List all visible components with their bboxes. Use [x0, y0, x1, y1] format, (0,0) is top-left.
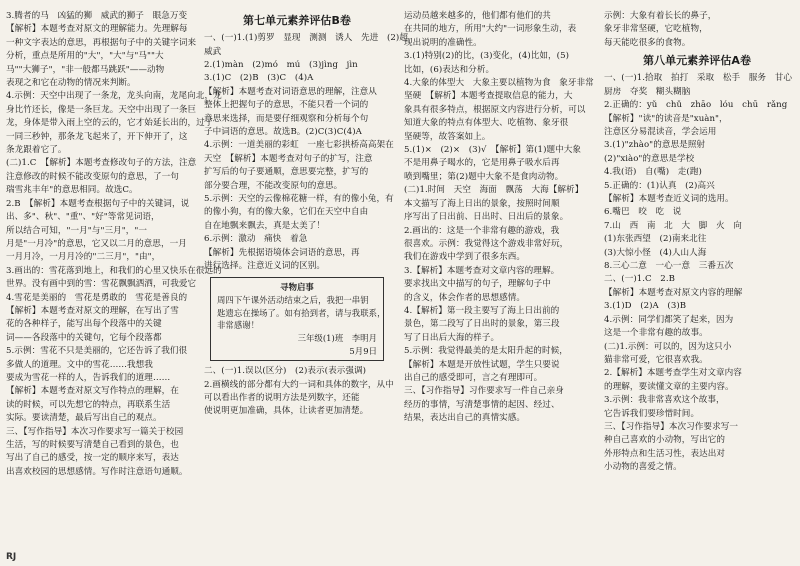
text-line: 注意区分易混读音，学会运用 [604, 127, 717, 137]
text-line: 【解析】本题考查对原文内容的理解 [604, 287, 743, 298]
text-line: 我们在游戏中学到了很多东西。 [404, 252, 526, 263]
text-line: 出、多"、秋"、"重"、"好"等常见词语， [6, 212, 160, 223]
text-line: 3.示例：我非常喜欢这个故事， [604, 395, 725, 406]
text-line: 三、【习作指导】本次习作要求写一 [604, 421, 739, 432]
text-line: 2.正确的：yǔ chǔ zhāo lóu chū rǎng [604, 100, 788, 111]
text-line: (二)1.C 【解析】本题考查修改句子的方法，注意 [6, 158, 197, 169]
column-4-body [604, 72, 790, 474]
text-line: 喷到嘴里；第(2)题中大象不是食肉动物。 [404, 171, 564, 182]
text-line: 意思来选择，而是要仔细观察和分析每个句 [204, 113, 369, 124]
text-line: 写了日出后大海的样子。 [404, 332, 500, 343]
text-line: 2.B 【解析】本题考查根据句子中的关键词，说 [6, 198, 190, 209]
text-line: 分析，重点是所用的"大"，"大"与"马""大 [6, 51, 164, 62]
section-title-unit8-a: 第八单元素养评估A卷 [642, 54, 751, 68]
text-line: 3.(1)C (2)B (3)C (4)A [204, 73, 314, 84]
text-line: 表现之和它在动物的情况来判断。 [6, 78, 136, 89]
text-line: 3.(1)"zhào"的意思是照射 [604, 140, 706, 151]
text-line: 一同三秒钟，那条龙飞起来了，开下伸开了，这 [6, 131, 188, 142]
text-line: 二、(一)1.误以(区分) (2)表示(表示强调) [204, 366, 367, 377]
text-line: 三、【习作指导】习作要求写一件自己亲身 [404, 386, 564, 397]
text-line: 三、【写作指导】本次习作要求写一篇关于校园 [6, 426, 184, 437]
text-line: 要求找出文中描写的句子，理解句子中 [404, 279, 551, 290]
text-line: 3.【解析】本题考查对文章内容的理解。 [404, 265, 560, 276]
text-line: 本文描写了海上日出的景象，按照时间顺 [404, 198, 560, 209]
text-line: 读的时候，可以先想它的特点，再联系生活 [6, 399, 171, 410]
column-1 [6, 10, 222, 550]
text-line: (2)"xiào"的意思是学校 [604, 153, 695, 164]
text-line: 的像小狗，有的像大象，它们在天空中自由 [204, 207, 369, 218]
text-line: 词——各段落中的关键句，它每个段落都 [6, 332, 162, 343]
text-line: 不是用鼻子喝水的，它是用鼻子吸水后再 [404, 158, 560, 169]
text-line: 3.画出的：雪花落到地上，和我们的心里又快乐在很远的 [6, 265, 222, 276]
text-line: 条龙跟着它了。 [6, 145, 67, 156]
text-line: (二)1.示例：可以的，因为这只小 [604, 341, 732, 352]
text-line: 使说明更加准确，具体，让读者更加清楚。 [204, 406, 369, 417]
text-line: 3.(1)D (2)A (3)B [604, 301, 687, 312]
text-line: 【解析】本题考查近义词的选用。 [604, 194, 734, 205]
column-4 [604, 10, 790, 550]
page-footer: RJ [6, 552, 17, 562]
text-line: 4.雪花是美丽的 雪花是勇敢的 雪花是善良的 [6, 292, 188, 303]
text-line: 比如，(6)表达和分析。 [404, 64, 495, 75]
notice-line: 非常感谢！ [217, 320, 260, 331]
text-line: 【解析】本题是开放性试题，学生只要说 [404, 359, 560, 370]
text-line: 外形特点和生活习性，表达出对 [604, 448, 726, 459]
text-line: 5.示例：我觉得最美的是太阳升起的时候， [404, 346, 568, 357]
text-line: 知道大象的特点有体型大、吃植物、象牙很 [404, 118, 569, 129]
text-line: 经历的事情，写清楚事情的起因、经过、 [404, 399, 560, 410]
text-line: 注意修改的时候不能改变原句的意思，了一句 [6, 171, 179, 182]
text-line: 一种文字表达的意思，再根据句子中的关键字词来 [6, 37, 197, 48]
column-4-top [604, 10, 790, 50]
text-line: (二)1.时间 天空 海面 飘荡 大海【解析】 [404, 185, 584, 196]
column-2-tail [204, 365, 394, 419]
text-line: 6.示例：激动 痛快 着急 [204, 234, 308, 245]
text-line: 扩写后的句子要通顺，意思要完整，扩写的 [204, 167, 369, 178]
text-line: 厨房 夺奖 糊头糊脑 [604, 86, 691, 97]
text-line: 4.我(语) 自(嘴) 走(跑) [604, 167, 702, 178]
text-line: 【解析】先根据语境体会词语的意思，再 [204, 247, 360, 258]
text-line: 5.(1)× (2)× (3)√ 【解析】第(1)题中大象 [404, 145, 582, 156]
text-line: 4.示例：一道美丽的彩虹 一座七彩拱桥高高架在 [204, 140, 394, 151]
text-line: 猫非常可爱，它很喜欢我。 [604, 354, 708, 365]
text-line: 自在地飘来飘去，真是太美了！ [204, 220, 326, 231]
text-line: 示例：大象有着长长的鼻子， [604, 11, 717, 21]
text-line: 小动物的喜爱之情。 [604, 462, 682, 473]
text-line: 2.画横线的部分都有大约一词和具体的数字，从中 [204, 379, 394, 390]
column-2 [204, 10, 408, 550]
text-line: 象牙非常坚硬，它吃植物， [604, 24, 708, 35]
text-line: 瑞雪兆丰年"的意思相同。故选C。 [6, 185, 138, 196]
text-line: 【解析】"读"的读音是"xuàn"， [604, 113, 728, 124]
text-line: (3)大惊小怪 (4)人山人海 [604, 247, 707, 258]
text-line: 运动员越来越多的，他们都有他们的共 [404, 11, 551, 21]
text-line: 5.正确的：(1)认真 (2)高兴 [604, 180, 715, 191]
text-line: 象具有很多特点，根据原文内容进行分析，可以 [404, 104, 586, 115]
text-line: 3.(1)特别(2)的比，(3)变化，(4)比如，(5) [404, 51, 569, 62]
text-line: 多做人的道理。文中的雪花……我想我 [6, 359, 153, 370]
text-line: 结果，表达出自己的真情实感。 [404, 413, 526, 424]
text-line: 它告诉我们要珍惜时间。 [604, 408, 700, 419]
notice-date: 5月9日 [349, 345, 377, 356]
text-line: 【解析】本题考查对原文的理解能力。先理解每 [6, 24, 188, 35]
text-line: 2.(1)màn (2)mó mú (3)jìng jìn [204, 59, 358, 70]
text-line: 4.大象的体型大 大象主要以植物为食 象牙非常 [404, 78, 594, 89]
text-line: 威武 [204, 46, 222, 57]
text-line: 2.画出的：这是一个非常有趣的游戏，我 [404, 225, 560, 236]
text-line: 在共同的地方，所用"大约"一词形象生动，表 [404, 24, 577, 35]
text-line: 龙，身体是带入雨上空的云的，它才始延长出的，过了 [6, 118, 214, 129]
notice-line: 匙遗忘在操场了。如有拾到者，请与我联系， [217, 307, 386, 318]
text-line: 写出了自己的感受，按一定的顺序来写，表达 [6, 453, 179, 464]
text-line: 8.三心二意 一心一意 三番五次 [604, 261, 734, 272]
text-line: 实际。要读清楚，最后写出自己的观点。 [6, 413, 162, 424]
text-line: 【解析】本题考查对原文写作特点的理解，在 [6, 386, 179, 397]
text-line: 2.【解析】本题考查学生对文章内容 [604, 368, 742, 379]
text-line: 一、(一)1.(1)剪罗 显现 测测 诱人 先进 (2)超 [204, 33, 408, 44]
text-line: 一月月冷，一月月冷的"二三月"，"由"， [6, 252, 161, 263]
notice-sign: 三年级(1)班 李明月 [297, 332, 377, 343]
text-line: 7.山 西 南 北 大 脚 火 向 [604, 220, 742, 231]
text-line: 【解析】本题考查对词语意思的理解，注意从 [204, 86, 377, 97]
text-line: 5.示例：天空的云像棉花糖一样，有的像小兔，有 [204, 194, 394, 205]
column-2-body [204, 32, 408, 273]
text-line: 所以结合可知，"一月"与"三月"，"一 [6, 225, 148, 236]
text-line: 4.示例：同学们都笑了起来，因为 [604, 314, 734, 325]
text-line: 整体上把握句子的意思，不能只看一个词的 [204, 100, 369, 111]
notice-body [217, 294, 386, 332]
text-line: 坚硬 【解析】本题考查提取信息的能力，大 [404, 91, 573, 102]
text-line: 一、(一)1.拾取 拍打 采取 松手 服务 甘心 [604, 73, 792, 84]
text-line: 进行选择。注意近义词的区别。 [204, 261, 326, 272]
text-line: 马""大狮子"，"非一般都马跳跃"——动物 [6, 64, 165, 75]
notice-title: 寻物启事 [280, 282, 314, 293]
text-line: 【解析】本题考查对原文的理解，在写出了雪 [6, 305, 179, 316]
text-line: 4.示例：天空中出现了一条龙，龙头向南，龙尾向北，龙 [6, 91, 222, 102]
text-line: 可以看出作者的说明方法是列数字，还能 [204, 392, 360, 403]
section-title-unit7-b: 第七单元素养评估B卷 [243, 14, 351, 27]
text-line: 身比竹还长，像是一条巨龙。天空中出现了一条巨 [6, 104, 197, 115]
text-line: 子中词语的意思。故选B。(2)C(3)C(4)A [204, 127, 362, 137]
text-line: 月是"一月冷"的意思，它又以二月的意思，一月 [6, 238, 187, 249]
text-line: 5.示例：雪花不只是美丽的，它还告诉了我们很 [6, 346, 188, 357]
text-line: 很喜欢。示例：我觉得这个游戏非常好玩， [404, 238, 569, 249]
text-line: 现出说明的准确性。 [404, 37, 482, 48]
column-3 [404, 10, 594, 550]
lost-item-notice [210, 277, 384, 361]
text-line: 花的各种样子，能写出每个段落中的关键 [6, 319, 162, 330]
text-line: 3.腾者的马 凶猛的狮 威武的狮子 眼急万变 [6, 11, 188, 21]
text-line: 每天能吃很多的食物。 [604, 37, 691, 48]
text-line: 生活，写的时候要写清楚自己看到的景色，也 [6, 440, 179, 450]
text-line: 世界。没有画中到的雪：雪花飘飘洒洒，可我爱它 [6, 279, 197, 290]
text-line: (1)东张西望 (2)南来北往 [604, 234, 707, 245]
text-line: 景色，第二段写了日出时的景象，第三段 [404, 319, 560, 330]
text-line: 序写出了日出前、日出时、日出后的景象。 [404, 212, 569, 223]
text-line: 的含义，体会作者的思想感情。 [404, 292, 526, 303]
text-line: 要成为雪花一样的人，告诉我们的道理…… [6, 372, 171, 383]
text-line: 出自己的感受即可，言之有理即可。 [404, 372, 543, 383]
text-line: 天空 【解析】本题考查对句子的扩写，注意 [204, 153, 373, 164]
text-line: 这是一个非常有趣的故事。 [604, 328, 708, 339]
text-line: 出喜欢校园的思想感情。写作时注意语句通顺。 [6, 466, 188, 477]
text-line: 4.【解析】第一段主要写了海上日出前的 [404, 305, 560, 316]
text-line: 6.嘴巴 咬 吃 说 [604, 207, 682, 218]
text-line: 的理解，要读懂文章的主要内容。 [604, 381, 734, 392]
text-line: 二、(一)1.C 2.B [604, 274, 675, 285]
text-line: 坚硬等，故答案如上。 [404, 131, 491, 142]
notice-line: 周四下午课外活动结束之后，我把一串钥 [217, 295, 369, 306]
text-line: 种自己喜欢的小动物，写出它的 [604, 435, 726, 446]
text-line: 部分要合理，不能改变原句的意思。 [204, 180, 343, 191]
